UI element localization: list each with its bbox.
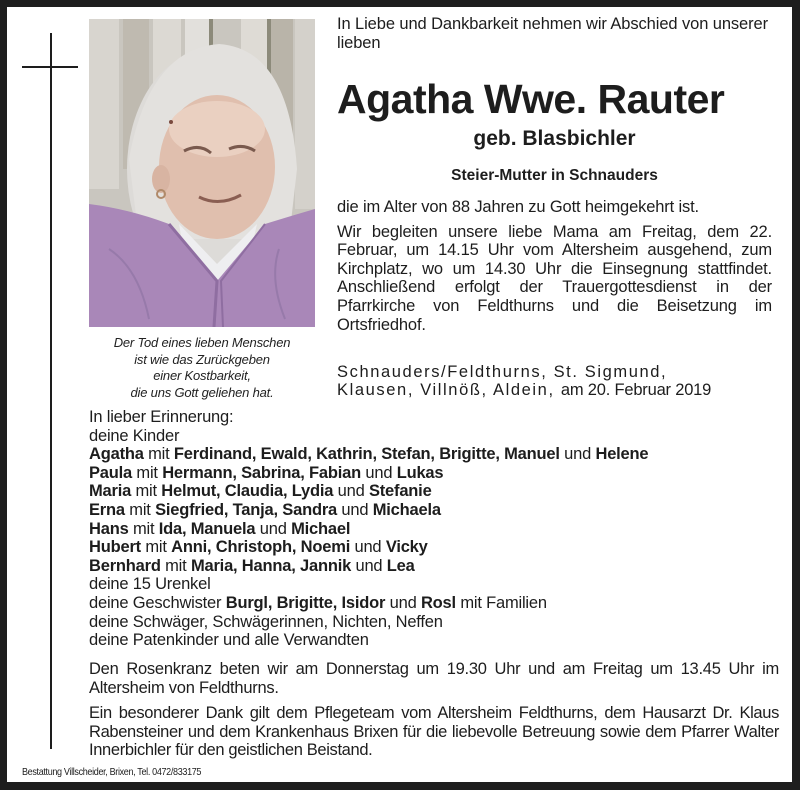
in-laws: deine Schwäger, Schwägerinnen, Nichten, Neffen bbox=[89, 612, 443, 631]
child-row bbox=[89, 482, 779, 501]
rosary-notice: Den Rosenkranz beten wir am Donnerstag um 19.30 Uhr und am Freitag um 13.45 Uhr im Altersheim von Feldthurns. bbox=[89, 660, 779, 697]
portrait-photo bbox=[89, 19, 315, 327]
notice-date: am 20. Februar 2019 bbox=[560, 380, 712, 399]
deceased-title: Steier-Mutter in Schnauders bbox=[451, 167, 658, 184]
connector-text: mit bbox=[145, 538, 167, 557]
connector-text: mit bbox=[148, 445, 170, 464]
connector-text: und bbox=[341, 500, 369, 519]
announcement-column bbox=[337, 15, 772, 399]
child-name: Hans bbox=[89, 519, 129, 538]
deceased-name: Agatha Wwe. Rauter bbox=[337, 76, 725, 122]
child-row bbox=[89, 538, 779, 557]
child-family: Anni, Christoph, Noemi bbox=[171, 538, 351, 557]
child-name: Agatha bbox=[89, 445, 144, 464]
child-family: Maria, Hanna, Jannik bbox=[190, 556, 352, 575]
child-family-last: Michaela bbox=[372, 500, 441, 519]
funeral-details: Wir begleiten unsere liebe Mama am Freitag, dem 22. Februar, um 14.15 Uhr vom Altersheim ausgehend, zum Kirchplatz, wo um 14.30 Uhr die Einsegnung stattfindet. Anschließend erfolgt der Trauergottesdienst in der Pfarrkirche von Feldthurns und die Beisetzung im Ortsfriedhof. bbox=[337, 222, 772, 334]
child-family-last: Vicky bbox=[385, 538, 428, 557]
connector-text: mit bbox=[165, 556, 187, 575]
godchildren: deine Patenkinder und alle Verwandten bbox=[89, 631, 369, 650]
obituary-notice bbox=[7, 7, 792, 782]
connector-text: mit bbox=[129, 500, 151, 519]
child-family-last: Helene bbox=[595, 445, 649, 464]
connector-text: und bbox=[564, 445, 592, 464]
quote-line: die uns Gott geliehen hat. bbox=[130, 384, 274, 400]
cross-icon bbox=[50, 33, 52, 749]
siblings-suffix: mit Familien bbox=[460, 593, 547, 612]
family-list bbox=[89, 408, 779, 650]
child-row bbox=[89, 501, 779, 520]
child-row bbox=[89, 464, 779, 483]
connector-text: und bbox=[259, 519, 287, 538]
child-row bbox=[89, 520, 779, 539]
child-name: Hubert bbox=[89, 538, 141, 557]
memorial-quote bbox=[89, 335, 315, 401]
quote-line: Der Tod eines lieben Menschen bbox=[113, 335, 291, 350]
child-family-last: Lukas bbox=[396, 463, 444, 482]
child-family: Helmut, Claudia, Lydia bbox=[161, 482, 334, 501]
child-family-last: Michael bbox=[291, 519, 351, 538]
quote-line: ist wie das Zurückgeben bbox=[134, 351, 270, 367]
places-line: Schnauders/Feldthurns, St. Sigmund, bbox=[337, 362, 668, 381]
funeral-home-credit: Bestattung Villscheider, Brixen, Tel. 0472/833175 bbox=[22, 766, 202, 778]
places-and-date bbox=[337, 363, 772, 399]
child-name: Erna bbox=[89, 500, 125, 519]
connector-text: und bbox=[365, 463, 393, 482]
sibling-names: Burgl, Brigitte, Isidor bbox=[225, 593, 386, 612]
child-family: Ida, Manuela bbox=[158, 519, 256, 538]
child-family-last: Lea bbox=[386, 556, 415, 575]
child-family: Hermann, Sabrina, Fabian bbox=[162, 463, 361, 482]
thanks-notice: Ein besonderer Dank gilt dem Pflegeteam vom Altersheim Feldthurns, dem Hausarzt Dr. Klaus Rabensteiner und dem Krankenhaus Brixen für die liebevolle Betreuung sowie dem Pfarrer Walter Innerbichler für den geistlichen Beistand. bbox=[89, 704, 779, 760]
places-line: Klausen, Villnöß, Aldein, bbox=[337, 380, 555, 399]
child-name: Paula bbox=[89, 463, 133, 482]
connector-text: und bbox=[337, 482, 365, 501]
portrait-illustration bbox=[89, 19, 315, 327]
connector-text: mit bbox=[136, 463, 158, 482]
siblings-label: deine Geschwister bbox=[89, 593, 222, 612]
great-grandchildren: deine 15 Urenkel bbox=[89, 575, 211, 594]
child-family: Siegfried, Tanja, Sandra bbox=[155, 500, 338, 519]
child-name: Bernhard bbox=[89, 556, 161, 575]
connector-text: mit bbox=[132, 519, 155, 538]
child-family: Ferdinand, Ewald, Kathrin, Stefan, Brigitte, Manuel bbox=[173, 445, 560, 464]
age-line: die im Alter von 88 Jahren zu Gott heimgekehrt ist. bbox=[337, 198, 699, 216]
child-row bbox=[89, 445, 779, 464]
siblings-row bbox=[89, 594, 779, 613]
maiden-name: geb. Blasbichler bbox=[473, 127, 636, 150]
child-name: Maria bbox=[89, 482, 132, 501]
intro-text: In Liebe und Dankbarkeit nehmen wir Abschied von unserer lieben bbox=[337, 15, 768, 52]
connector-text: und bbox=[354, 538, 382, 557]
child-family-last: Stefanie bbox=[368, 482, 432, 501]
connector-text: und bbox=[355, 556, 383, 575]
child-row bbox=[89, 557, 779, 576]
connector-text: und bbox=[389, 593, 417, 612]
cross-icon-bar bbox=[22, 66, 78, 68]
family-intro: In lieber Erinnerung: bbox=[89, 408, 234, 426]
quote-line: einer Kostbarkeit, bbox=[153, 368, 251, 384]
connector-text: mit bbox=[135, 482, 157, 501]
sibling-last: Rosl bbox=[420, 593, 456, 612]
children-label: deine Kinder bbox=[89, 426, 180, 445]
